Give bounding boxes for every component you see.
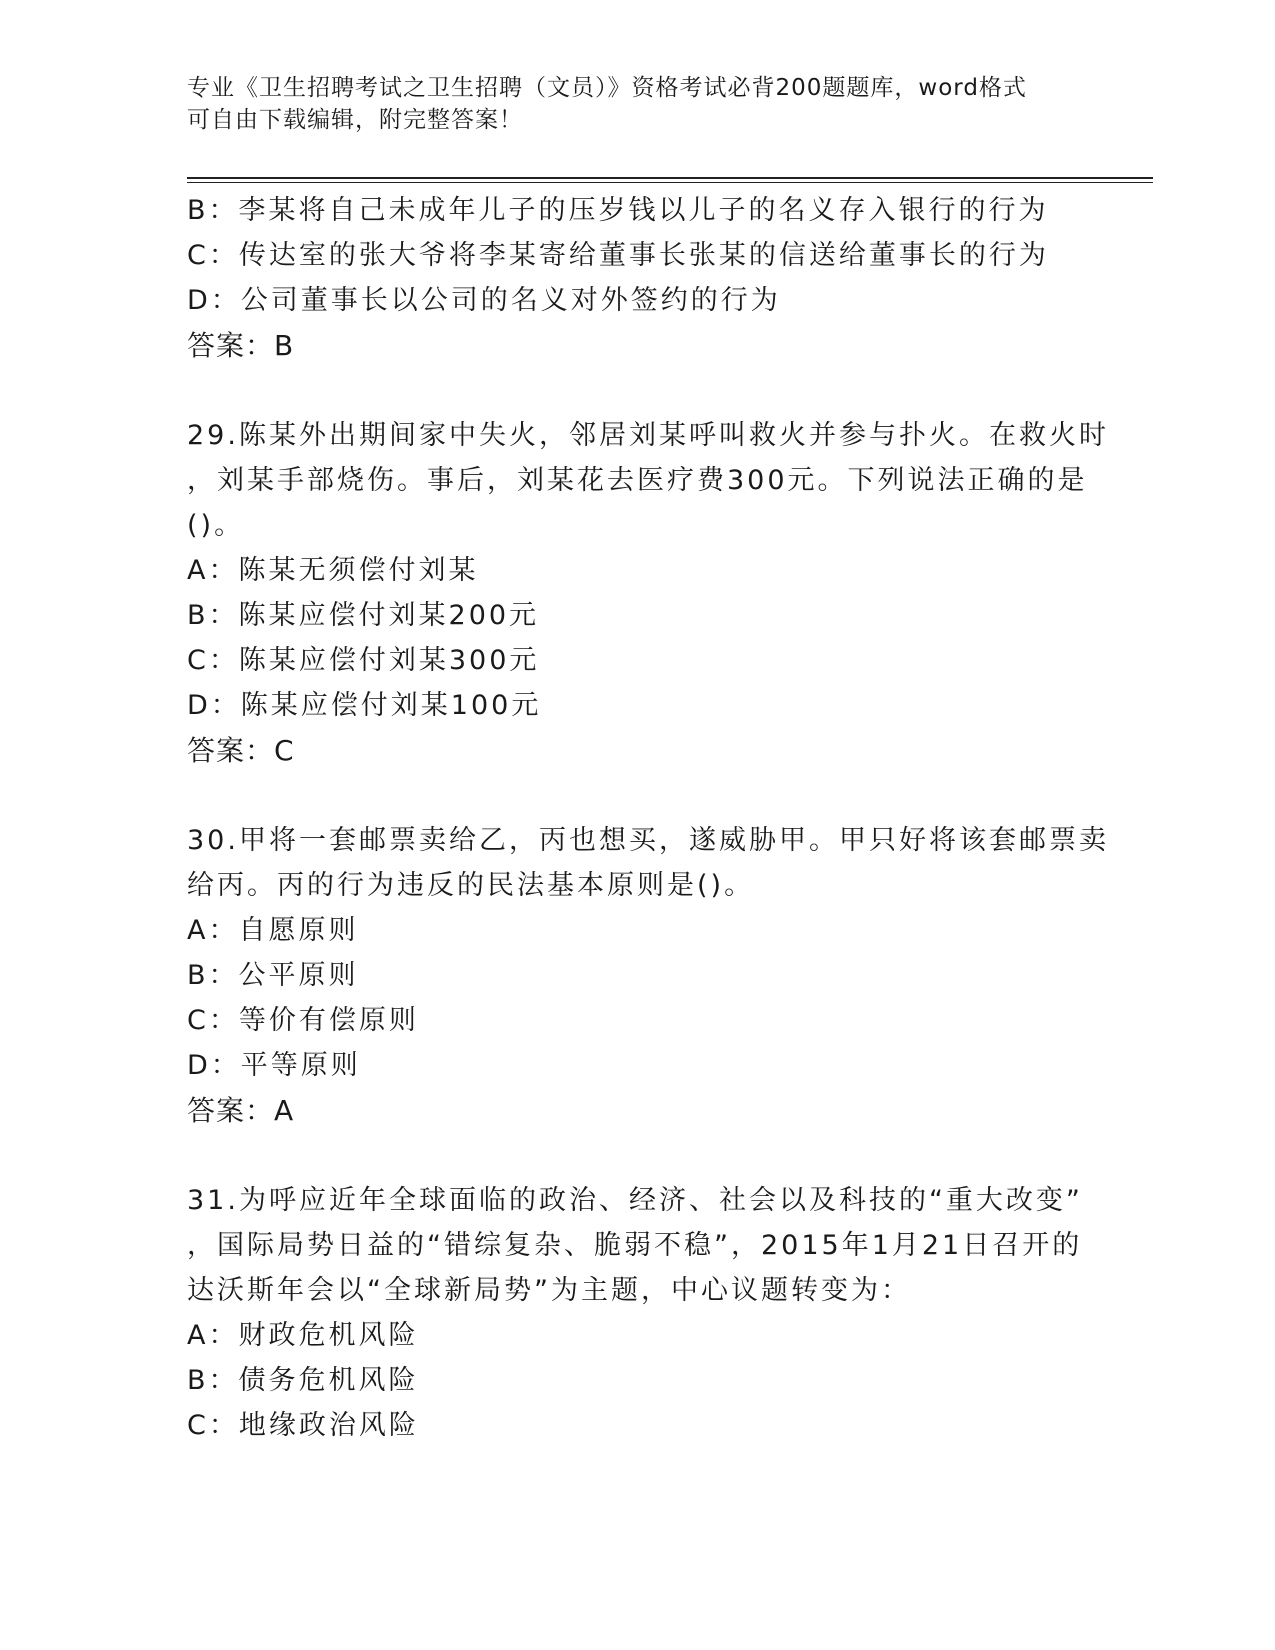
q29-stem-line-2: ，刘某手部烧伤。事后，刘某花去医疗费300元。下列说法正确的是 (187, 465, 1088, 496)
spacer (187, 773, 1087, 818)
q28-option-d: D：公司董事长以公司的名义对外签约的行为 (187, 285, 781, 316)
q30-stem-line-2: 给丙。丙的行为违反的民法基本原则是()。 (187, 870, 755, 901)
q31-option-b: B：债务危机风险 (187, 1365, 419, 1396)
q28-option-b: B：李某将自己未成年儿子的压岁钱以儿子的名义存入银行的行为 (187, 195, 1049, 226)
q28-option-c: C：传达室的张大爷将李某寄给董事长张某的信送给董事长的行为 (187, 240, 1049, 271)
q29-option-b: B：陈某应偿付刘某200元 (187, 600, 540, 631)
q31-option-c: C：地缘政治风险 (187, 1410, 419, 1441)
q29-option-d: D：陈某应偿付刘某100元 (187, 690, 542, 721)
spacer (187, 1133, 1087, 1178)
q31-option-a: A：财政危机风险 (187, 1320, 419, 1351)
q31-stem-line-2: ，国际局势日益的“错综复杂、脆弱不稳”，2015年1月21日召开的 (187, 1230, 1083, 1261)
document-header (187, 72, 1067, 136)
q30-option-a: A：自愿原则 (187, 915, 359, 946)
q30-answer: 答案：A (187, 1094, 295, 1127)
q31-stem-line-3: 达沃斯年会以“全球新局势”为主题，中心议题转变为： (187, 1275, 911, 1306)
q29-option-c: C：陈某应偿付刘某300元 (187, 645, 540, 676)
q31-stem-line-1: 31.为呼应近年全球面临的政治、经济、社会以及科技的“重大改变” (187, 1185, 1083, 1216)
q29-option-a: A：陈某无须偿付刘某 (187, 555, 479, 586)
q30-stem-line-1: 30.甲将一套邮票卖给乙，丙也想买，遂威胁甲。甲只好将该套邮票卖 (187, 825, 1109, 856)
header-line-1: 专业《卫生招聘考试之卫生招聘（文员）》资格考试必背200题题库，word格式 (187, 75, 1027, 101)
q28-answer: 答案：B (187, 329, 295, 362)
spacer (187, 368, 1087, 413)
q29-stem-line-1: 29.陈某外出期间家中失火，邻居刘某呼叫救火并参与扑火。在救火时 (187, 420, 1109, 451)
header-rule-thick (187, 177, 1153, 179)
question-list (187, 188, 1109, 1448)
q30-option-c: C：等价有偿原则 (187, 1005, 419, 1036)
q29-stem-line-3: ()。 (187, 510, 245, 541)
q30-option-d: D：平等原则 (187, 1050, 361, 1081)
q29-answer: 答案：C (187, 734, 295, 767)
header-line-2: 可自由下载编辑，附完整答案！ (187, 107, 523, 133)
header-rule-thin (187, 182, 1153, 183)
q30-option-b: B：公平原则 (187, 960, 359, 991)
